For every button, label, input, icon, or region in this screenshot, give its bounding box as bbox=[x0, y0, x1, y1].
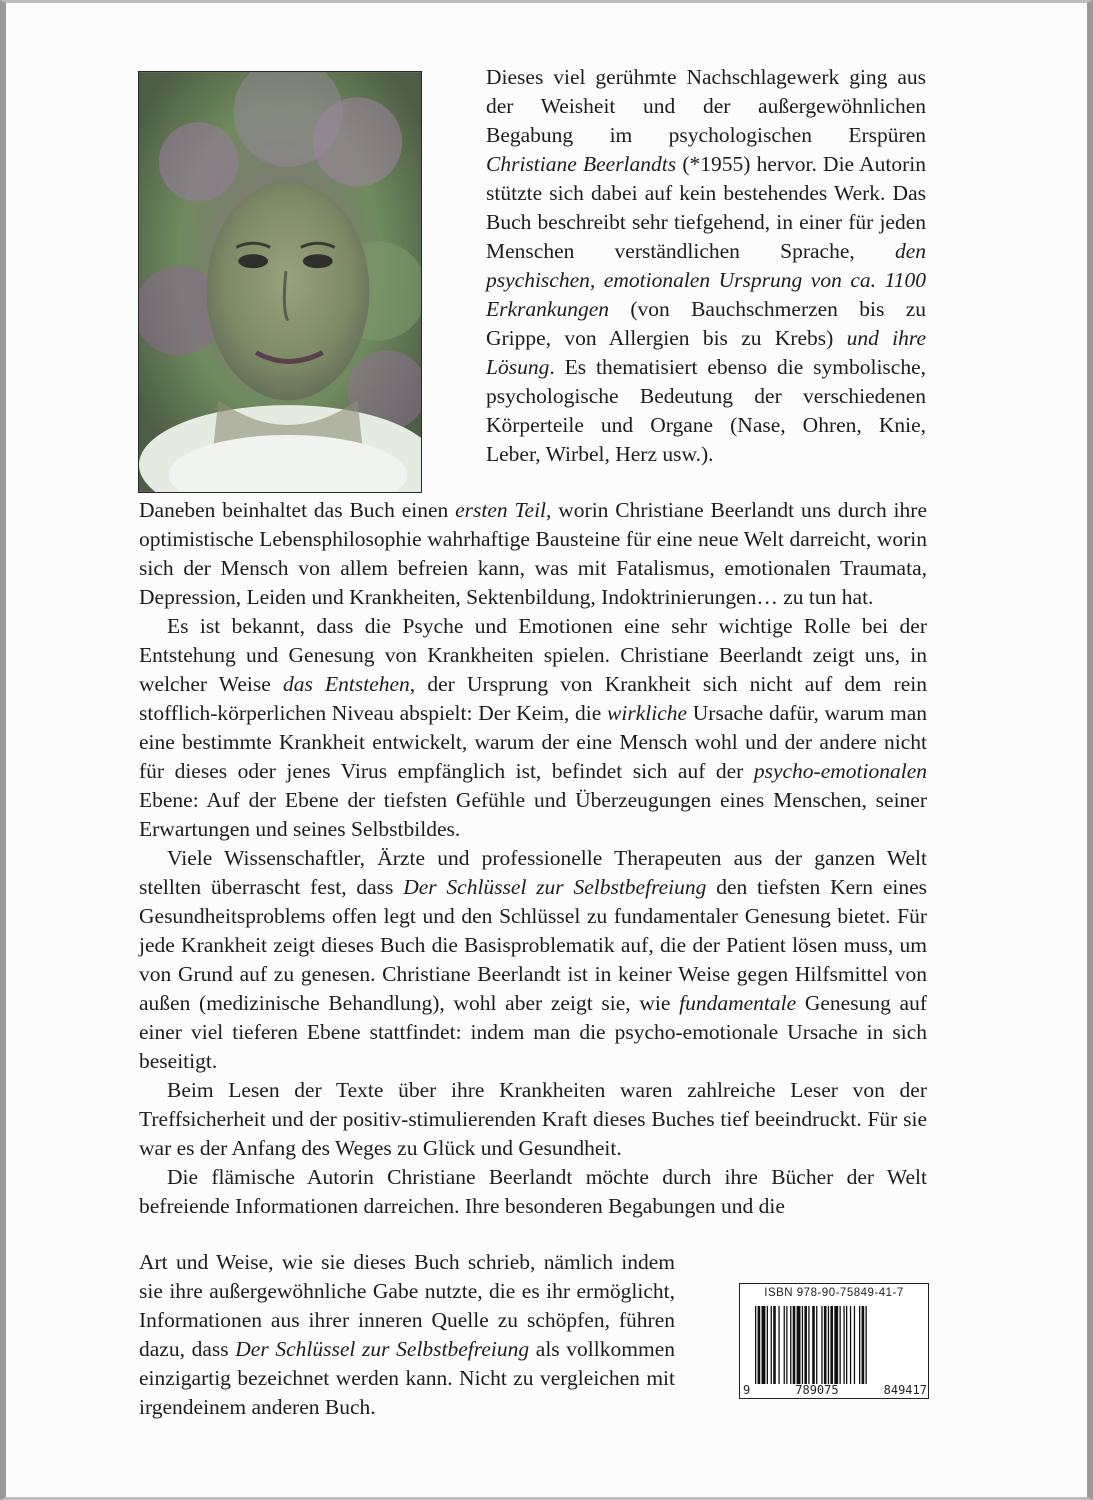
isbn-barcode-box bbox=[739, 1283, 929, 1399]
intro-text-7: . Es thematisiert ebenso die symbolische, psychologische Bedeutung der verschiedenen Körperteile und Organe (Nase, Ohren, Knie, Leber, Wirbel, Herz usw.). bbox=[486, 355, 926, 466]
intro-paragraph bbox=[486, 63, 926, 469]
p3-emphasis-1: das Entstehen bbox=[282, 672, 410, 696]
p4-text-5: Genesung auf einer viel tieferen Ebene stattfindet: indem man die psycho-emotionale Ursache in sich beseitigt. bbox=[139, 991, 927, 1073]
intro-emphasis-origin: den psychischen, emotionalen Ursprung von ca. 1100 Erkrankungen bbox=[486, 239, 926, 321]
isbn-digit-first: 9 bbox=[743, 1383, 751, 1397]
p3-emphasis-3: psycho-emotionalen bbox=[753, 759, 927, 783]
paragraph-2 bbox=[139, 496, 927, 612]
paragraph-3 bbox=[139, 612, 927, 844]
intro-text-1: Dieses viel gerühmte Nachschlagewerk ging aus der Weisheit und der außergewöhnlichen Begabung im psychologischen Erspüren bbox=[486, 65, 926, 147]
p3-text-1: Es ist bekannt, dass die Psyche und Emotionen eine sehr wichtige Rolle bei der Entstehung und Genesung von Krankheiten spielen. Christiane Beerlandt zeigt uns, in welcher Weise bbox=[139, 614, 927, 696]
p6-text: Die flämische Autorin Christiane Beerlandt möchte durch ihre Bücher der Welt befreiende Informationen darreichen. Ihre besonderen Begabungen und die bbox=[139, 1165, 927, 1218]
barcode-icon bbox=[753, 1306, 919, 1384]
p3-text-7: Ebene: Auf der Ebene der tiefsten Gefühle und Überzeugungen eines Menschen, seiner Erwartungen und seines Selbstbildes. bbox=[139, 788, 927, 841]
p7-text-1: Art und Weise, wie sie dieses Buch schrieb, nämlich indem sie ihre außergewöhnliche Gabe nutzte, die es ihr ermöglicht, Informationen aus ihrer inneren Quelle zu schöpfen, führen dazu, dass bbox=[139, 1250, 675, 1361]
p4-emphasis: fundamentale bbox=[679, 991, 797, 1015]
intro-text-5: (von Bauchschmerzen bis zu Grippe, von Allergien bis zu Krebs) bbox=[486, 297, 926, 350]
p4-text-3: den tiefsten Kern eines Gesundheitsproblems offen legt und den Schlüssel zu fundamentaler Genesung bietet. Für jede Krankheit zeigt dieses Buch die Basisproblematik auf, die der Patient lösen muss, um von Grund auf zu genesen. Christiane Beerlandt ist in keiner Weise gegen Hilfsmittel von außen (medizinische Behandlung), wohl aber zeigt sie, wie bbox=[139, 875, 928, 1015]
p2-text-1: Daneben beinhaltet das Buch einen bbox=[139, 498, 456, 522]
p4-text-1: Viele Wissenschaftler, Ärzte und professionelle Therapeuten aus der ganzen Welt stellten überrascht fest, dass bbox=[139, 846, 927, 899]
isbn-digits bbox=[743, 1383, 927, 1397]
book-title-ref-2: Der Schlüssel zur Selbstbefreiung bbox=[235, 1337, 530, 1361]
closing-paragraph bbox=[139, 1248, 675, 1422]
paragraph-5 bbox=[139, 1076, 927, 1163]
author-name: Christiane Beerlandts bbox=[486, 152, 677, 176]
isbn-digits-left: 789075 bbox=[795, 1383, 839, 1397]
p5-text: Beim Lesen der Texte über ihre Krankheiten waren zahlreiche Leser von der Treffsicherheit und der positiv-stimulierenden Kraft dieses Buches tief beeindruckt. Für sie war es der Anfang des Weges zu Glück und Gesundheit. bbox=[139, 1078, 927, 1160]
paragraph-6 bbox=[139, 1163, 927, 1221]
isbn-label: ISBN 978-90-75849-41-7 bbox=[764, 1287, 904, 1299]
p3-text-3: , der Ursprung von Krankheit sich nicht auf dem rein stofflich-körperlichen Niveau abspielt: Der Keim, die bbox=[139, 672, 927, 725]
p3-emphasis-2: wirkliche bbox=[607, 701, 688, 725]
p7-text-3: als vollkommen einzigartig bezeichnet werden kann. Nicht zu vergleichen mit irgendeinem anderen Buch. bbox=[139, 1337, 675, 1419]
p2-emphasis: ersten Teil bbox=[455, 498, 547, 522]
paragraph-4 bbox=[139, 844, 927, 1076]
isbn-digits-right: 849417 bbox=[883, 1383, 927, 1397]
body-text bbox=[139, 496, 927, 1221]
author-portrait-photo bbox=[139, 72, 421, 492]
book-title-ref: Der Schlüssel zur Selbstbefreiung bbox=[403, 875, 707, 899]
author-photo bbox=[138, 71, 422, 493]
p2-text-3: , worin Christiane Beerlandt uns durch ihre optimistische Lebensphilosophie wahrhaftige Bausteine für eine neue Welt darreicht, worin sich der Mensch von allem befreien kann, was mit Fatalismus, emotionalen Traumata, Depression, Leiden und Krankheiten, Sektenbildung, Indoktrinierungen… zu tun hat. bbox=[139, 498, 927, 609]
p3-text-5: Ursache dafür, warum man eine bestimmte Krankheit entwickelt, warum der eine Mensch wohl und der andere nicht für dieses oder jenes Virus empfänglich ist, befindet sich auf der bbox=[139, 701, 927, 783]
intro-emphasis-solution: und ihre Lösung bbox=[486, 326, 926, 379]
intro-text-3: (*1955) hervor. Die Autorin stützte sich dabei auf kein bestehendes Werk. Das Buch beschreibt sehr tiefgehend, in einer für jeden Menschen verständlichen Sprache, bbox=[486, 152, 926, 263]
